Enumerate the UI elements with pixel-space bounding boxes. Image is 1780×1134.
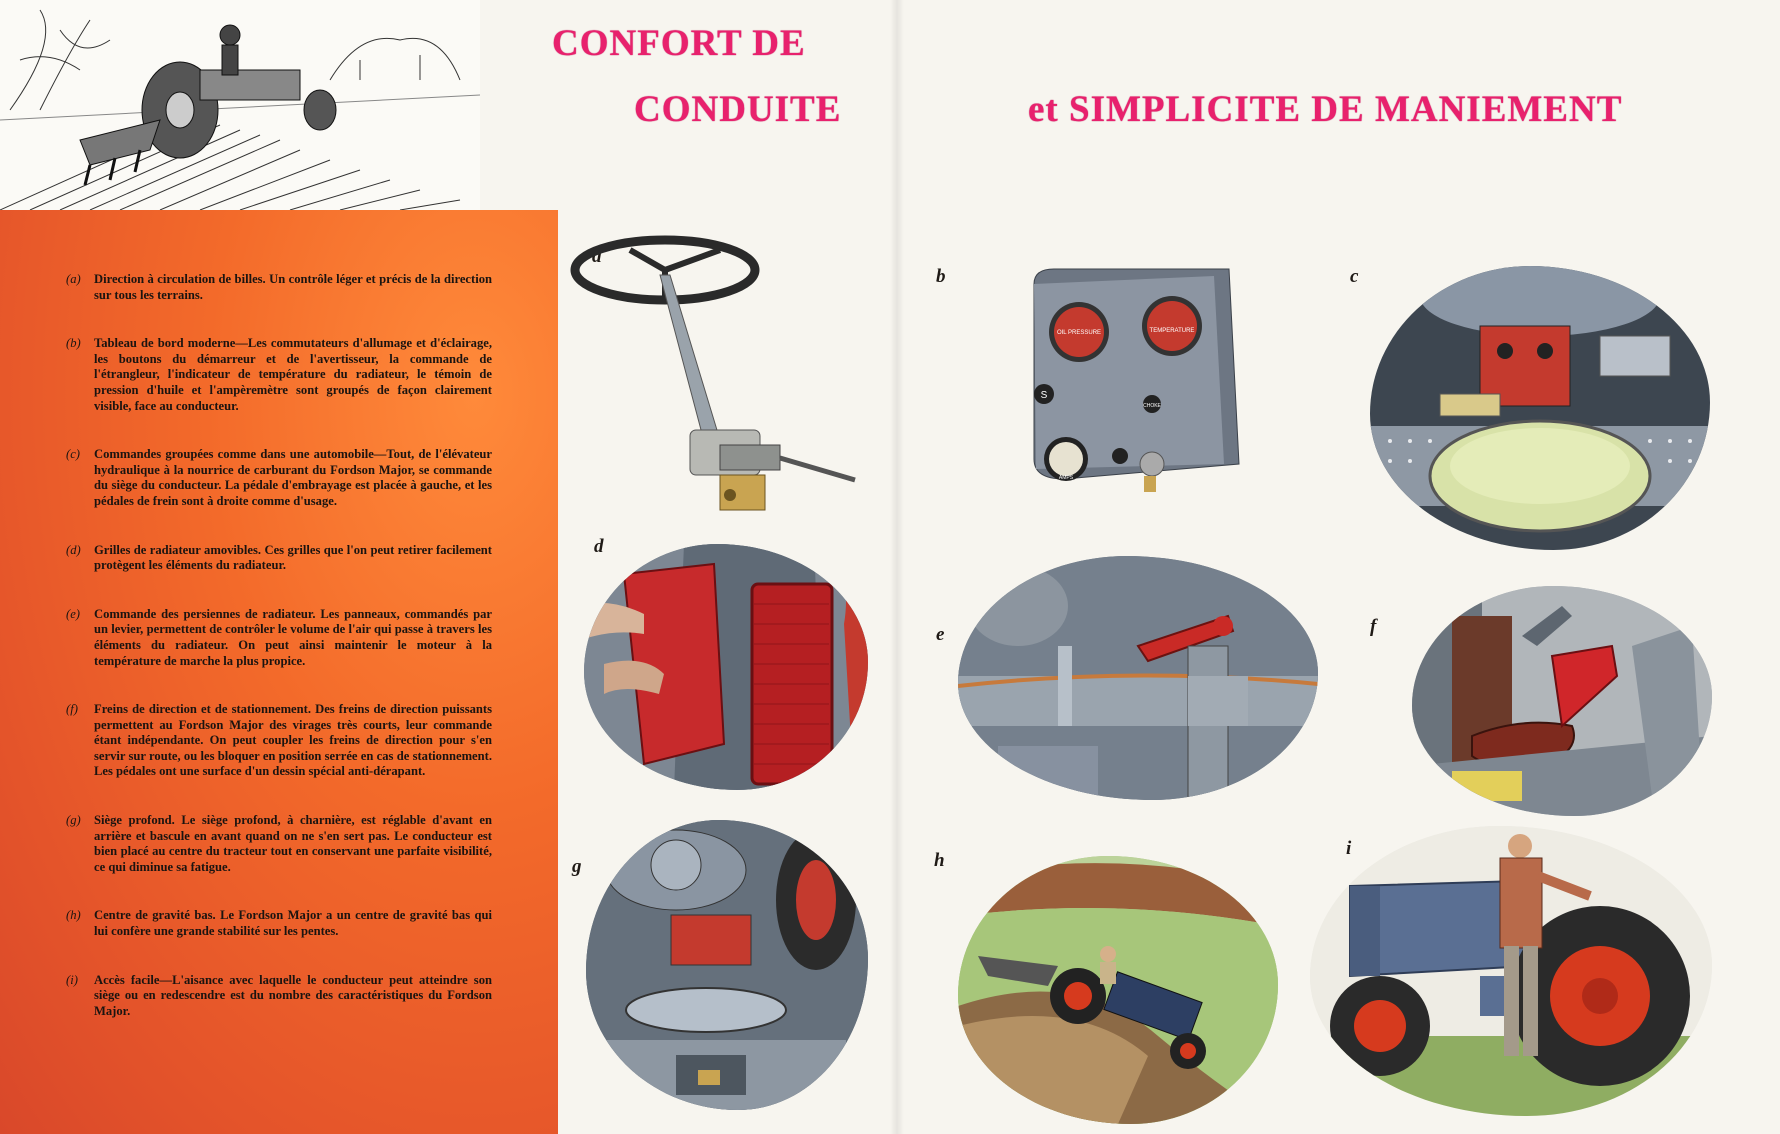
illustration-radiator-grille xyxy=(584,544,868,790)
illustration-dashboard xyxy=(1024,264,1244,494)
page-gutter xyxy=(890,0,904,1134)
gauge-amp-label: AMPS xyxy=(1058,475,1074,481)
feature-letter: (b) xyxy=(66,336,81,351)
feature-text: Accès facile—L'aisance avec laquelle le conducteur peut atteindre son siège ou en redescendre est du nombre des caractéristiques du Fordson Major. xyxy=(94,972,492,1018)
starter-button-label: S xyxy=(1040,390,1048,401)
feature-text: Grilles de radiateur amovibles. Ces grilles que l'on peut retirer facilement protègent les éléments du radiateur. xyxy=(94,542,492,573)
label-d: d xyxy=(594,536,604,557)
feature-text: Commande des persiennes de radiateur. Les panneaux, commandés par un levier, permettent de contrôler le volume de l'air qui passe à travers les éléments du radiateur. On peut ainsi maintenir le moteur à la température de marche la plus propice. xyxy=(94,606,492,668)
feature-item-b xyxy=(66,336,492,414)
feature-item-h xyxy=(66,908,492,939)
label-h: h xyxy=(934,850,945,871)
illustration-seat xyxy=(586,820,868,1110)
label-f: f xyxy=(1370,616,1377,637)
feature-item-f xyxy=(66,702,492,780)
choke-button-label: CHOKE xyxy=(1143,403,1161,409)
feature-item-a xyxy=(66,272,492,303)
feature-text: Centre de gravité bas. Le Fordson Major a un centre de gravité bas qui lui confère une grande stabilité sur les pentes. xyxy=(94,908,492,939)
feature-list xyxy=(66,272,492,1019)
feature-letter: (g) xyxy=(66,813,81,828)
feature-item-c xyxy=(66,447,492,509)
label-i: i xyxy=(1346,838,1352,859)
feature-text: Freins de direction et de stationnement. Des freins de direction puissants permettent au Fordson Major des virages très courts, leur commande étant indépendante. On peut coupler les freins de direction pour s'en servir sur route, ou les bloquer en position serrée en cas de stationnement. Les pédales ont une surface d'un dessin spécial anti-dérapant. xyxy=(94,702,492,779)
feature-item-e xyxy=(66,607,492,669)
feature-letter: (f) xyxy=(66,702,78,717)
feature-text: Tableau de bord moderne—Les commutateurs d'allumage et d'éclairage, les boutons du démarreur et de l'avertisseur, la commande de l'étrangleur, l'indicateur de température du radiateur, le témoin de pression d'huile et l'ampèremètre sont groupés de façon clairement visible, face au conducteur. xyxy=(94,336,492,413)
illustration-steering-wheel xyxy=(570,230,880,530)
feature-text: Commandes groupées comme dans une automobile—Tout, de l'élévateur hydraulique à la nourrice de carburant du Fordson Major, se commande du siège du conducteur. La pédale d'embrayage est placée à gauche, et les pédales de frein sont à droite comme d'usage. xyxy=(94,447,492,508)
feature-item-g xyxy=(66,813,492,875)
illustration-shutter-lever xyxy=(958,556,1318,800)
feature-letter: (a) xyxy=(66,272,81,286)
gauge-oil-label: OIL PRESSURE xyxy=(1056,330,1102,336)
label-e: e xyxy=(936,624,945,645)
feature-letter: (h) xyxy=(66,908,81,923)
illustration-controls xyxy=(1370,266,1710,550)
illustration-tractor-slope xyxy=(958,856,1278,1124)
feature-item-d xyxy=(66,543,492,574)
label-g: g xyxy=(572,856,582,877)
feature-text: Siège profond. Le siège profond, à charnière, est réglable d'avant en arrière et bascule en avant quand on ne s'en sert pas. Le conducteur est bien placé au centre du tracteur tout en conservant une parfaite visibilité, ce qui diminue sa fatigue. xyxy=(94,813,492,874)
label-a: a xyxy=(592,246,602,267)
label-b: b xyxy=(936,266,946,287)
title-left-line2: CONDUITE xyxy=(634,89,842,130)
gauge-temp-label: TEMPERATURE xyxy=(1149,328,1195,334)
label-c: c xyxy=(1350,266,1359,287)
feature-letter: (c) xyxy=(66,447,80,462)
ploughing-sketch xyxy=(0,0,480,210)
title-right: et SIMPLICITE DE MANIEMENT xyxy=(1028,89,1623,130)
feature-letter: (e) xyxy=(66,606,80,621)
title-left-line1: CONFORT DE xyxy=(552,23,806,64)
illustration-tractor-access xyxy=(1310,826,1712,1116)
feature-letter: (d) xyxy=(66,542,81,557)
illustration-brake-pedals xyxy=(1412,586,1712,816)
feature-item-i xyxy=(66,973,492,1020)
feature-text: Direction à circulation de billes. Un contrôle léger et précis de la direction sur tous les terrains. xyxy=(94,272,492,302)
feature-letter: (i) xyxy=(66,972,78,987)
